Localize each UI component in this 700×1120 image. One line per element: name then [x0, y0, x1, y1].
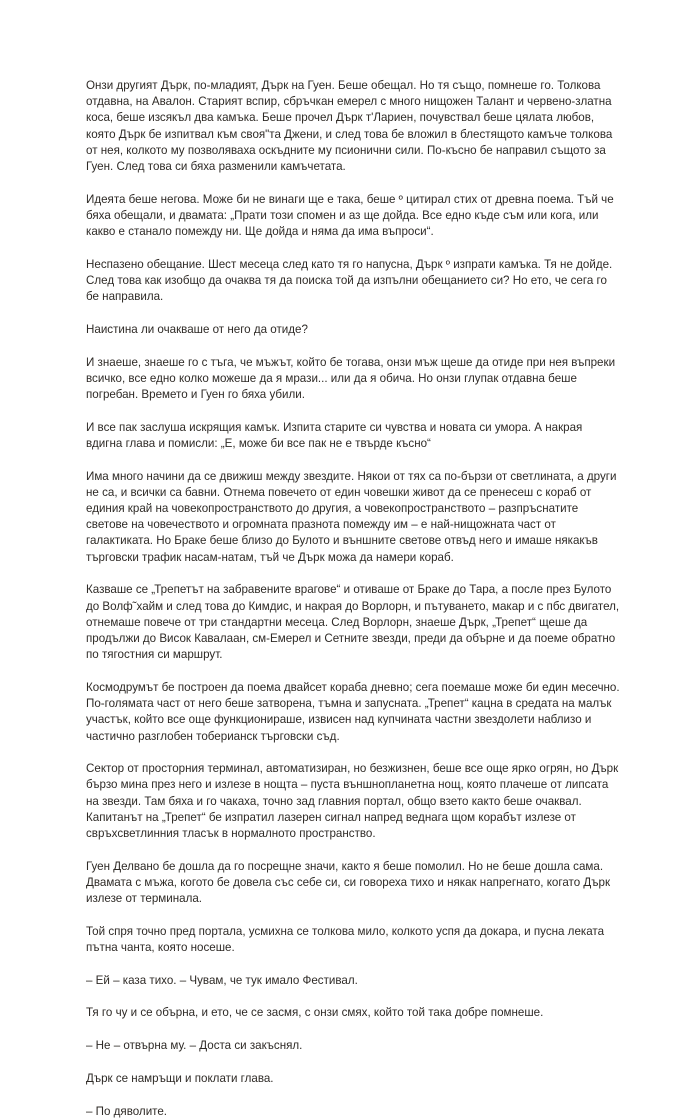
paragraph: Идеята беше негова. Може би не винаги ще е така, беше º цитирал стих от древна поема. Тъй че бяха обещали, и двамата: „Прати този спомен и аз ще дойда. Все едно къде съм или кога, или какво е станало помежду ни. Ще дойда и няма да има въпроси“. — [86, 192, 614, 239]
paragraph: Казваше се „Трепетът на забравените врагове“ и отиваше от Браке до Тара, а после през Булото до Волф˜хайм и след това до Кимдис, и накрая до Ворлорн, и пътуването, макар и с пбс двигател, отнемаше повече от три стандартни месеца. След Ворлорн, знаеше Дърк, „Трепет“ щеше да продължи до Висок Кавалаан, см-Емерел и Сетните звезди, преди да обърне и да поеме обратно по тягостния си маршрут. — [86, 583, 620, 662]
paragraph: Дърк се намръщи и поклати глава. — [86, 1071, 274, 1085]
paragraph: И знаеше, знаеше го с тъга, че мъжът, който бе тогава, онзи мъж щеше да отиде при нея въпреки всичко, все едно колко можеше да я мрази... или да я обича. Но онзи глупак отдавна беше погребан. Времето и Гуен го бяха убили. — [86, 355, 616, 402]
dialogue-line: – По дяволите. — [86, 1104, 168, 1118]
paragraph: Има много начини да се движиш между звездите. Някои от тях са по-бързи от светлината, а други не са, и всички са бавни. Отнема повечето от един човешки живот да се пренесеш с кораб от единия край на човекопространството до другия, а човекопространството – разпръснатите светове на човечеството и огромната празнота помежду им – е най-нищожната част от галактиката. Но Браке беше близо до Булото и външните светове отвъд него и имаше някакъв търговски трафик насам-натам, тъй че Дърк можа да намери кораб. — [86, 469, 617, 564]
paragraph: Тя го чу и се обърна, и ето, че се засмя, с онзи смях, който той така добре помнеше. — [86, 1006, 544, 1020]
dialogue-line: – Не – отвърна му. – Доста си закъснял. — [86, 1039, 303, 1053]
paragraph: Той спря точно пред портала, усмихна се толкова мило, колкото успя да докара, и пусна леката пътна чанта, която носеше. — [86, 924, 605, 955]
paragraph: Космодрумът бе построен да поема двайсет кораба дневно; сега поемаше може би един месечно. По-голямата част от него беше затворена, тъмна и запусната. „Трепет“ кацна в средата на малък участък, който все още функционираше, извисен над купчината частни звездолети наблизо и частично разглобен тоберианск търговски съд. — [86, 680, 620, 743]
paragraph: Онзи другият Дърк, по-младият, Дърк на Гуен. Беше обещал. Но тя също, помнеше го. Толкова отдавна, на Авалон. Старият вспир, сбръчкан емерел с много нищожен Талант и червено-златна коса, беше изсякъл два камъка. Беше прочел Дърк т'Лариен, почувствал беше цялата любов, която Дърк бе изпитвал към своя"та Джени, и след това бе вложил в блестящото камъче толкова от нея, колкото му позволяваха оскъдните му псионични сили. По-късно бе направил същото за Гуен. След това си бяха разменили камъчетата. — [86, 79, 613, 174]
paragraph: И все пак заслуша искрящия камък. Изпита старите си чувства и новата си умора. А накрая вдигна глава и помисли: „Е, може би все пак не е твърде късно“ — [86, 420, 583, 450]
paragraph: Сектор от просторния терминал, автоматизиран, но безжизнен, беше все още ярко огрян, но Дърк бързо мина през него и излезе в нощта – пуста външнопланетна нощ, която плачеше от липсата на звезди. Там бяха и го чакаха, точно зад главния портал, общо взето както беше очаквал. Капитанът на „Трепет“ бе изпратил лазерен сигнал напред веднага щом корабът излезе от свръхсветлинния тласък в нормалното пространство. — [86, 762, 619, 841]
paragraph: Гуен Делвано бе дошла да го посрещне значи, както я беше помолил. Но не беше дошла сама. Двамата с мъжа, когото бе довела със себе си, си говореха тихо и някак напрегнато, когато Дърк излезе от терминала. — [86, 859, 611, 906]
dialogue-line: – Ей – каза тихо. – Чувам, че тук имало Фестивал. — [86, 973, 358, 987]
paragraph: Наистина ли очакваше от него да отиде? — [86, 322, 308, 336]
paragraph: Неспазено обещание. Шест месеца след като тя го напусна, Дърк º изпрати камъка. Тя не дойде. След това как изобщо да очаква тя да поиска той да изпълни обещанието си? Но ето, че сега го бе направила. — [86, 257, 613, 304]
